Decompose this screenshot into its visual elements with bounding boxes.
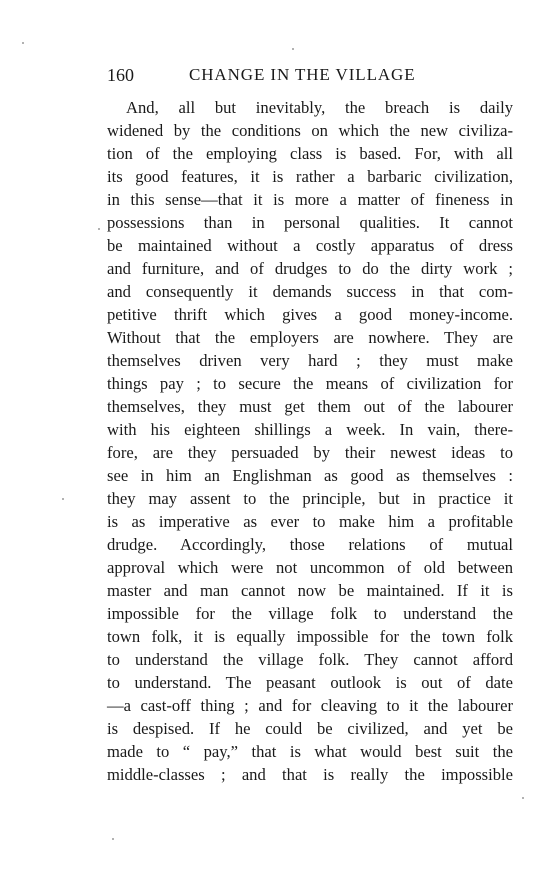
- paper-speck: [292, 48, 294, 50]
- running-title: CHANGE IN THE VILLAGE: [189, 65, 416, 84]
- text-line: be maintained without a costly apparatus of dress: [107, 236, 513, 255]
- text-line: and consequently it demands success in that com-: [107, 282, 513, 301]
- text-line: —a cast-off thing ; and for cleaving to it the labourer: [107, 696, 513, 715]
- text-line: see in him an Englishman as good as themselves :: [107, 466, 513, 485]
- text-line: impossible for the village folk to understand the: [107, 604, 513, 623]
- text-line: to understand. The peasant outlook is out of date: [107, 673, 513, 692]
- text-line: in this sense—that it is more a matter of fineness in: [107, 190, 513, 209]
- text-line: is despised. If he could be civilized, and yet be: [107, 719, 513, 738]
- text-line: middle-classes ; and that is really the impossible: [107, 765, 513, 784]
- text-line: with his eighteen shillings a week. In vain, there-: [107, 420, 513, 439]
- text-line: things pay ; to secure the means of civilization for: [107, 374, 513, 393]
- text-line: to understand the village folk. They cannot afford: [107, 650, 513, 669]
- text-line: themselves, they must get them out of the labourer: [107, 397, 513, 416]
- text-line: is as imperative as ever to make him a profitable: [107, 512, 513, 531]
- text-line: master and man cannot now be maintained. If it is: [107, 581, 513, 600]
- body-paragraph: [107, 96, 513, 786]
- text-line: town folk, it is equally impossible for the town folk: [107, 627, 513, 646]
- paper-speck: [22, 42, 24, 44]
- page-header: [107, 63, 513, 87]
- text-line: widened by the conditions on which the new civiliza-: [107, 121, 513, 140]
- paper-speck: [112, 838, 114, 840]
- text-line: themselves driven very hard ; they must make: [107, 351, 513, 370]
- paper-speck: [522, 797, 524, 799]
- text-line: possessions than in personal qualities. It cannot: [107, 213, 513, 232]
- paper-speck: [62, 498, 64, 500]
- text-line: its good features, it is rather a barbaric civilization,: [107, 167, 513, 186]
- page-number: 160: [107, 65, 134, 85]
- text-line: tion of the employing class is based. For, with all: [107, 144, 513, 163]
- text-line: petitive thrift which gives a good money-income.: [107, 305, 513, 324]
- text-line: made to “ pay,” that is what would best suit the: [107, 742, 513, 761]
- text-line: drudge. Accordingly, those relations of mutual: [107, 535, 513, 554]
- paper-speck: [98, 228, 100, 230]
- text-line: they may assent to the principle, but in practice it: [107, 489, 513, 508]
- text-line: Without that the employers are nowhere. They are: [107, 328, 513, 347]
- text-line: And, all but inevitably, the breach is daily: [126, 98, 513, 117]
- text-line: fore, are they persuaded by their newest ideas to: [107, 443, 513, 462]
- text-line: and furniture, and of drudges to do the dirty work ;: [107, 259, 513, 278]
- text-line: approval which were not uncommon of old between: [107, 558, 513, 577]
